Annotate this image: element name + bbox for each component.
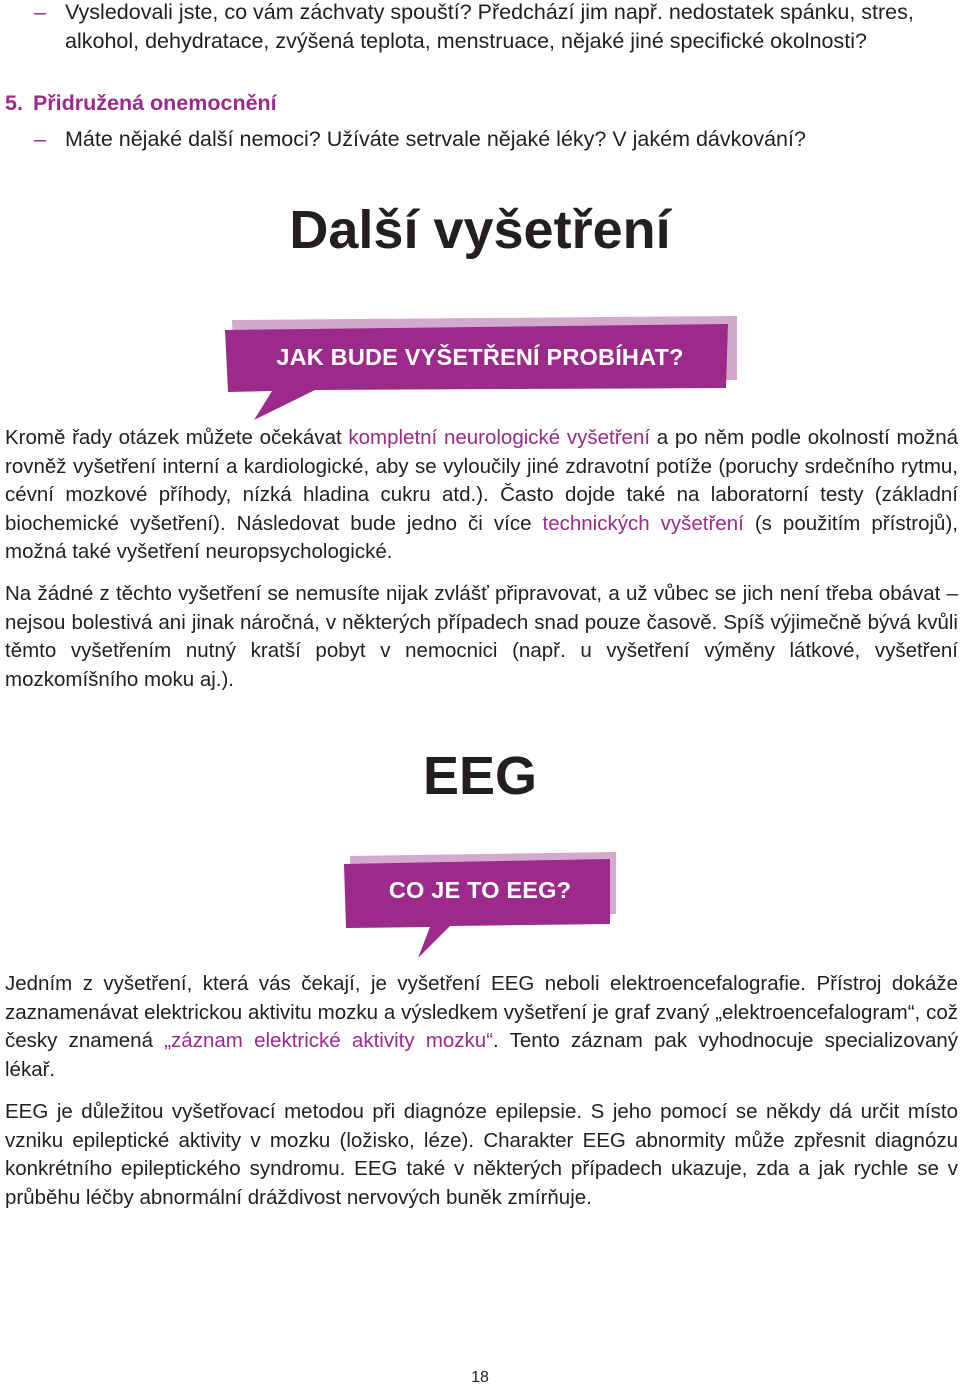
text-run: (s použitím přístrojů), možná také vyšetření neuropsychologické.	[5, 511, 958, 564]
page-title: Další vyšetření	[289, 200, 671, 260]
bubble-label: JAK BUDE VYŠETŘENÍ PROBÍHAT?	[276, 344, 684, 370]
speech-bubble-heading	[340, 852, 620, 958]
list-item	[0, 0, 960, 86]
list-item	[0, 125, 960, 155]
dash-bullet: –	[34, 127, 46, 151]
section-5-title	[5, 89, 277, 118]
speech-bubble-heading	[220, 316, 740, 420]
paragraph: EEG je důležitou vyšetřovací metodou při diagnóze epilepsie. S jeho pomocí se někdy dá určit místo vzniku epileptické aktivity v mozku (ložisko, léze). Charakter EEG abnormity může zpřesnit diagnózu konkrétního epileptického syndromu. EEG také v některých případech ukazuje, zda a jak rychle se v průběhu léčby abnormální dráždivost nervových buněk zmírňuje.	[5, 1100, 958, 1209]
paragraph: Na žádné z těchto vyšetření se nemusíte nijak zvlášť připravovat, a už vůbec se jich není třeba obávat – nejsou bolestivá ani jinak náročná, v některých případech snad pouze časově. Spíš výjimečně bývá kvůli těmto vyšetřením nutný kratší pobyt v nemocnici (např. u vyšetření výměny látkové, vyšetření mozkomíšního moku aj.).	[5, 582, 958, 691]
highlight-term: technických vyšetření	[542, 511, 744, 535]
page-number: 18	[471, 1369, 489, 1386]
dash-bullet: –	[34, 0, 46, 24]
paragraph	[5, 970, 958, 1084]
paragraph	[5, 424, 958, 567]
bubble-label: CO JE TO EEG?	[388, 877, 572, 903]
list-item-text: Vysledovali jste, co vám záchvaty spouští? Předchází jim např. nedostatek spánku, stres, alkohol, dehydratace, zvýšená teplota, menstruace, nějaké jiné specifické okolnosti?	[65, 0, 914, 53]
text-run: . Tento záznam pak vyhodnocuje specializovaný lékař.	[5, 1029, 959, 1081]
highlight-term: kompletní neurologické vyšetření	[348, 426, 651, 449]
text-run: a po něm podle okolností možná rovněž vyšetření interní a kardiologické, aby se vyloučily jiné zdravotní potíže (poruchy srdečního rytmu, cévní mozkové příhody, nízká hladina cukru atd.). Často dojde také na laboratorní testy (základní biochemické vyšetření). Následovat bude jedno či více	[5, 426, 958, 535]
text-run: Kromě řady otázek můžete očekávat	[5, 426, 349, 449]
list-item-text: Máte nějaké další nemoci? Užíváte setrvale nějaké léky? V jakém dávkování?	[65, 127, 806, 151]
speech-bubble-shape	[340, 852, 620, 958]
text-run: Jedním z vyšetření, která vás čekají, je vyšetření EEG neboli elektroencefalografie. Přístroj dokáže zaznamenávat elektrickou aktivitu mozku a výsledkem vyšetření je graf zvaný „elektroencefalogram“, což česky znamená	[5, 972, 958, 1053]
section-title: Přidružená onemocnění	[32, 91, 277, 115]
section-number: 5.	[5, 91, 23, 115]
section-heading: EEG	[422, 746, 538, 806]
highlight-term: „záznam elektrické aktivity mozku“	[164, 1029, 494, 1053]
